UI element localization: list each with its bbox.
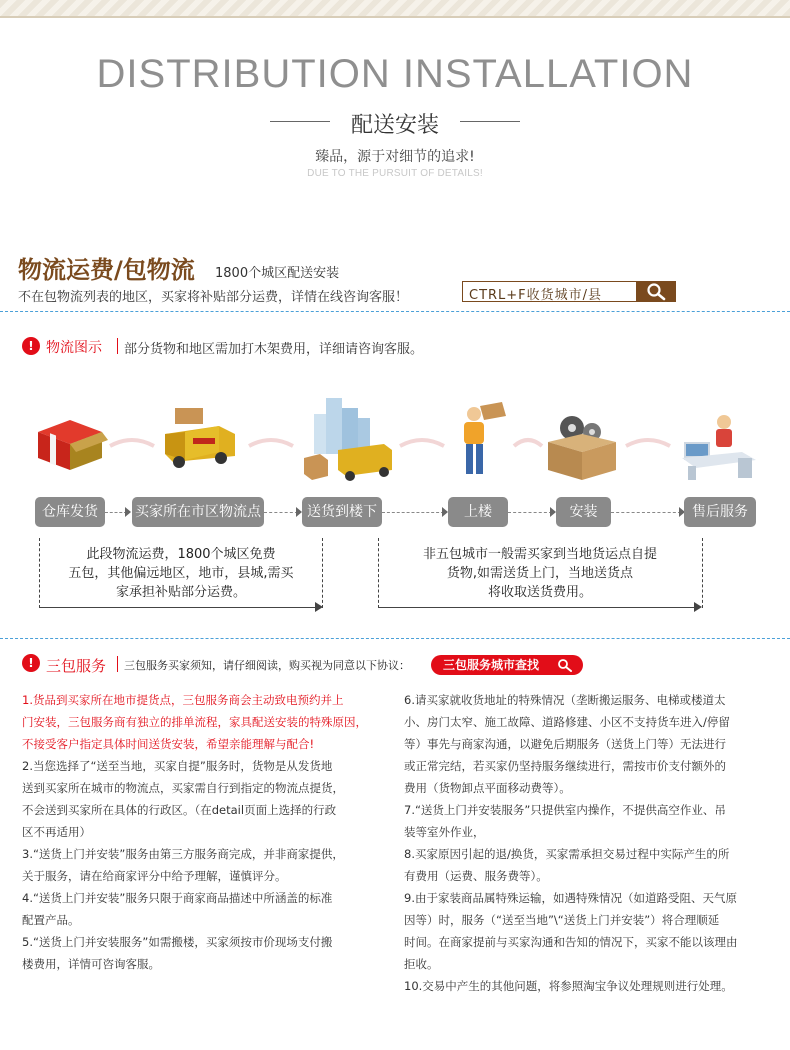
logistics-text: 部分货物和地区需加打木架费用，详细请咨询客服。 — [124, 342, 424, 357]
section-divider-2 — [0, 638, 790, 639]
step-connector-1 — [105, 512, 127, 513]
step-downstairs: 送货到楼下 — [302, 497, 382, 527]
bracket-right-arrow — [694, 602, 702, 612]
step-upstairs: 上楼 — [448, 497, 508, 527]
service-term-line: 关于服务，请在给商家评分中给予理解，谨慎评分。 — [22, 869, 287, 883]
warehouse-box-icon — [30, 404, 110, 474]
warning-icon: ! — [22, 337, 40, 355]
note-left-line-2: 五包，其他偏远地区，地市，县城,需买 — [68, 566, 294, 581]
bracket-right-end — [702, 538, 703, 608]
service-term-line: 6.请买家就收货地址的特殊情况（垄断搬运服务、电梯或楼道太 — [404, 693, 726, 707]
search-icon — [557, 658, 573, 672]
note-right-line-1: 非五包城市一般需买家到当地货运点自提 — [422, 547, 657, 562]
note-right-line-2: 货物,如需送货上门，当地送货点 — [446, 566, 634, 581]
bracket-right-line — [378, 607, 694, 608]
service-term-line: 配置产品。 — [22, 913, 80, 927]
service-city-search-button[interactable] — [431, 655, 583, 675]
bracket-left-arrow — [315, 602, 323, 612]
flow-arrow-5 — [624, 432, 674, 452]
step-city-logistics: 买家所在市区物流点 — [132, 497, 264, 527]
service-term-line: 费用（货物卸点平面移动费等）。 — [404, 781, 571, 795]
step-connector-4 — [508, 512, 552, 513]
step-connector-3 — [382, 512, 444, 513]
note-right-line-3: 将收取送货费用。 — [487, 585, 592, 600]
note-right — [379, 545, 701, 602]
service-term-line: 9.由于家装商品属特殊运输，如遇特殊情况（如道路受阻、天气原 — [404, 891, 737, 905]
service-button-label: 三包服务城市查找 — [443, 658, 540, 672]
flow-arrow-4 — [512, 432, 544, 452]
service-term-line: 3.“送货上门并安装”服务由第三方服务商完成，并非商家提供， — [22, 847, 344, 861]
bracket-left-end — [322, 538, 323, 608]
city-search-box[interactable] — [462, 281, 676, 302]
page-title-en: DISTRIBUTION INSTALLATION — [96, 52, 694, 96]
bracket-left-line — [39, 607, 315, 608]
note-left-line-1: 此段物流运费，1800个城区免费 — [86, 547, 276, 562]
service-head: 三包服务 — [46, 657, 107, 675]
search-icon — [636, 281, 676, 302]
install-gears-icon — [542, 410, 622, 485]
service-terms-right — [404, 689, 779, 997]
top-decor-edge — [0, 16, 790, 18]
step-install: 安装 — [556, 497, 611, 527]
service-term-line: 楼费用，详情可咨询客服。 — [22, 957, 160, 971]
flow-arrow-3 — [398, 432, 448, 452]
top-decor-band — [0, 0, 790, 16]
search-button[interactable] — [636, 281, 676, 302]
service-term-line: 时间。在商家提前与买家沟通和告知的情况下，买家不能以该理由 — [404, 935, 738, 949]
service-term-line: 装等室外作业， — [404, 825, 485, 839]
after-sales-icon — [680, 408, 760, 483]
service-term-line: 门安装，三包服务商有独立的排单流程，家具配送安装的特殊原因， — [22, 715, 367, 729]
step-arrow-1 — [125, 507, 131, 517]
service-term-line: 因等）时，服务（“送至当地”\“送货上门并安装”）将合理顺延 — [404, 913, 720, 927]
logistics-head: 物流图示 — [46, 340, 102, 356]
note-left — [40, 545, 322, 602]
step-connector-2 — [264, 512, 298, 513]
service-term-line: 8.买家原因引起的退/换货，买家需承担交易过程中实际产生的所 — [404, 847, 730, 861]
carry-upstairs-icon — [452, 398, 512, 480]
service-terms-left — [22, 689, 392, 975]
note-left-line-3: 家承担补贴部分运费。 — [115, 585, 246, 600]
service-term-line: 7.“送货上门并安装服务”只提供室内操作，不提供高空作业、吊 — [404, 803, 726, 817]
step-after-sales: 售后服务 — [684, 497, 756, 527]
service-text: 三包服务买家须知，请仔细阅读，购买视为同意以下协议： — [124, 659, 410, 672]
head-separator — [117, 338, 118, 354]
shipping-subtitle: 1800个城区配送安装 — [215, 266, 340, 281]
service-term-line: 5.“送货上门并安装服务”如需搬楼，买家须按市价现场支付搬 — [22, 935, 333, 949]
service-term-line: 或正常完结，若买家仍坚持服务继续进行，需按市价支付额外的 — [404, 759, 726, 773]
service-term-line: 4.“送货上门并安装”服务只限于商家商品描述中所涵盖的标准 — [22, 891, 333, 905]
step-warehouse: 仓库发货 — [35, 497, 105, 527]
slogan: 臻品，源于对细节的追求! — [315, 149, 475, 165]
service-term-line: 不会送到买家所在具体的行政区。（在detail页面上选择的行政 — [22, 803, 337, 817]
city-search-text: CTRL+F收货城市/县 — [469, 288, 603, 303]
service-term-line: 拒收。 — [404, 957, 439, 971]
slogan-en: DUE TO THE PURSUIT OF DETAILS! — [307, 168, 483, 179]
service-term-line: 不接受客户指定具体时间送货安装，希望亲能理解与配合! — [22, 737, 315, 751]
service-term-line: 送到买家所在城市的物流点，买家需自行到指定的物流点提货， — [22, 781, 344, 795]
service-term-line: 区不再适用） — [22, 825, 91, 839]
page-title-cn: 配送安装 — [350, 113, 439, 138]
shipping-desc: 不在包物流列表的地区，买家将补贴部分运费，详情在线咨询客服！ — [18, 290, 409, 305]
service-term-line: 小、房门太窄、施工故障、道路修建、小区不支持货车进入/停留 — [404, 715, 730, 729]
section-divider-1 — [0, 311, 790, 312]
warning-icon-2: ! — [22, 654, 40, 672]
service-term-line: 10.交易中产生的其他问题，将参照淘宝争议处理规则进行处理。 — [404, 979, 733, 993]
service-term-line: 1.货品到买家所在地市提货点，三包服务商会主动致电预约并上 — [22, 693, 344, 707]
service-separator — [117, 656, 118, 672]
city-delivery-icon — [298, 392, 398, 484]
truck-icon — [155, 404, 245, 474]
shipping-title: 物流运费/包物流 — [18, 256, 195, 284]
title-divider-right — [460, 121, 520, 122]
flow-arrow-1 — [108, 432, 158, 452]
service-term-line: 有费用（运费、服务费等）。 — [404, 869, 548, 883]
service-term-line: 等）事先与商家沟通，以避免后期服务（送货上门等）无法进行 — [404, 737, 726, 751]
flow-arrow-2 — [247, 432, 297, 452]
service-term-line: 2.当您选择了“送至当地，买家自提”服务时，货物是从发货地 — [22, 759, 333, 773]
step-connector-5 — [611, 512, 681, 513]
